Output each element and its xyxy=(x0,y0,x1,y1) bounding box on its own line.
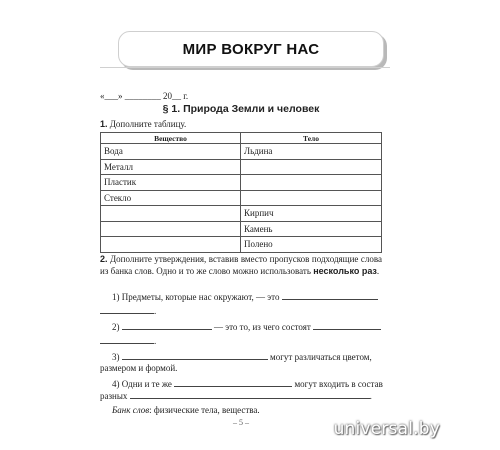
page-number: – 5 – xyxy=(233,418,249,427)
blank-field[interactable] xyxy=(100,335,157,346)
section-title: § 1. Природа Земли и человек xyxy=(162,103,320,115)
task-2-number: 2. xyxy=(100,254,108,264)
table-cell[interactable]: Стекло xyxy=(101,190,241,206)
blank-field[interactable] xyxy=(100,305,157,316)
statement-1-text: 1) Предметы, которые нас окружают, — это xyxy=(112,292,280,302)
table-cell[interactable] xyxy=(101,221,241,237)
blank-field[interactable] xyxy=(122,321,212,330)
table-cell[interactable]: Пластик xyxy=(101,175,241,191)
task-1-prompt xyxy=(100,119,186,129)
word-bank-label: Банк слов xyxy=(112,405,150,415)
word-bank-words: : физические тела, вещества. xyxy=(149,405,260,415)
statement-3-number: 3) xyxy=(112,352,120,362)
table-cell[interactable] xyxy=(241,175,382,191)
table-cell[interactable] xyxy=(241,190,382,206)
blank-field[interactable] xyxy=(313,321,381,330)
table-cell[interactable]: Вода xyxy=(101,144,241,160)
statement-2-end: . xyxy=(154,336,157,346)
table-row xyxy=(101,237,382,253)
statement-3-text: могут различаться цветом, xyxy=(270,352,372,362)
table-row xyxy=(101,159,382,175)
word-bank xyxy=(112,405,260,415)
date-line: «___» ________ 20__ г. xyxy=(100,91,189,101)
statement-1-cont xyxy=(100,305,156,316)
statement-2-number: 2) xyxy=(112,322,120,332)
statement-4-line2: разных xyxy=(100,391,128,401)
blank-field[interactable] xyxy=(282,291,378,300)
task-2-prompt xyxy=(100,253,382,277)
statement-4 xyxy=(112,378,383,389)
chapter-header xyxy=(118,31,384,67)
table-header-body: Тело xyxy=(241,133,382,144)
table-cell[interactable]: Льдина xyxy=(241,144,382,160)
statement-4-mid: могут входить в состав xyxy=(294,379,383,389)
watermark: universal.by xyxy=(333,419,440,439)
table-cell[interactable]: Полено xyxy=(241,237,382,253)
table-row xyxy=(101,206,382,222)
table-cell[interactable] xyxy=(101,206,241,222)
task-1-text: Дополните таблицу. xyxy=(109,119,187,129)
statement-2-cont xyxy=(100,335,156,346)
table-cell[interactable] xyxy=(101,237,241,253)
blank-field[interactable] xyxy=(130,390,370,399)
table-cell[interactable]: Металл xyxy=(101,159,241,175)
header-divider xyxy=(100,67,390,68)
statement-2-text: — это то, из чего состоят xyxy=(214,322,311,332)
table-row xyxy=(101,175,382,191)
statement-1-end: . xyxy=(154,306,157,316)
statement-3-cont: размером и формой. xyxy=(100,363,178,373)
statement-4-end: . xyxy=(369,391,372,401)
chapter-title: МИР ВОКРУГ НАС xyxy=(182,40,320,58)
task-2-text: Дополните утверждения, вставив вместо пропусков подходящие слова из банка слов. Одно и то же слово можно использовать xyxy=(100,254,382,276)
table-row xyxy=(101,221,382,237)
table-header-substance: Вещество xyxy=(101,133,241,144)
statement-1 xyxy=(112,291,378,302)
task-2-period: . xyxy=(376,266,380,276)
blank-field[interactable] xyxy=(122,351,268,360)
substance-body-table xyxy=(100,132,382,253)
table-cell[interactable] xyxy=(241,159,382,175)
statement-2 xyxy=(112,321,381,332)
table-cell[interactable]: Камень xyxy=(241,221,382,237)
table-row xyxy=(101,190,382,206)
task-2-emphasis: несколько раз xyxy=(313,266,377,276)
task-1-number: 1. xyxy=(100,119,108,129)
blank-field[interactable] xyxy=(174,378,292,387)
table-row xyxy=(101,144,382,160)
table-cell[interactable]: Кирпич xyxy=(241,206,382,222)
statement-4-text: 4) Одни и те же xyxy=(112,379,172,389)
table-header-row xyxy=(101,133,382,144)
statement-4-cont xyxy=(100,390,372,401)
statement-3 xyxy=(112,351,372,362)
